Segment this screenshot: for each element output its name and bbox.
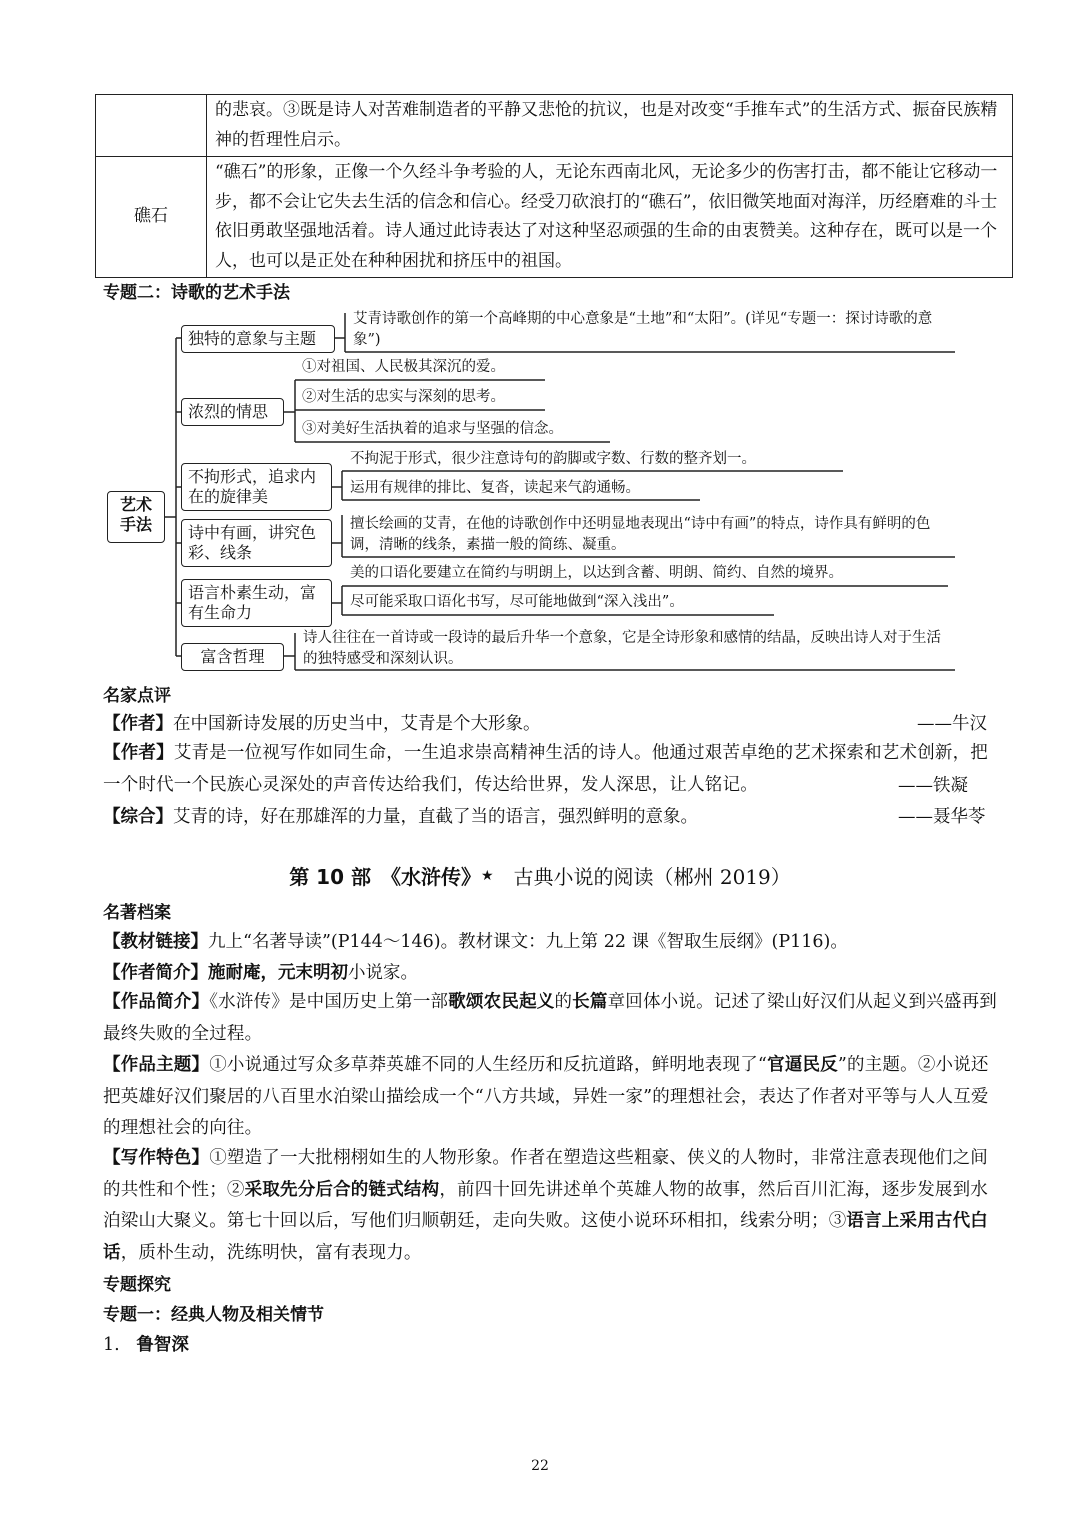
- textbook-link: [103, 928, 848, 953]
- list-label: 鲁智深: [136, 1335, 189, 1355]
- review-attribution: ——牛汉: [917, 714, 987, 734]
- free-form-item: 不拘泥于形式，很少注意诗句的韵脚或字数、行数的整齐划一。: [350, 451, 756, 467]
- field-bold: 施耐庵，元末明初: [208, 963, 348, 983]
- branch-painting-in-poetry: 诗中有画，讲究色彩、线条: [181, 519, 332, 567]
- topic1-title: 专题一：经典人物及相关情节: [103, 1305, 324, 1325]
- field-tag: 【作品主题】: [103, 1055, 210, 1075]
- review-attribution: ——铁凝: [898, 772, 968, 797]
- topic2-title: 专题二：诗歌的艺术手法: [103, 283, 290, 303]
- review-tag: 【作者】: [103, 743, 174, 763]
- page-number: 22: [531, 1458, 549, 1474]
- field-text: 小说家。: [348, 963, 418, 983]
- table-text-cell: “礁石”的形象，正像一个久经斗争考验的人，无论东西南北风，无论多少的伤害打击，都不能让它移动一步，都不会让它失去生活的信念和信心。经受刀砍浪打的“礁石”，依旧微笑地面对海洋，历经磨难的斗士依旧勇敢坚强地活着。诗人通过此诗表达了对这种坚忍顽强的生命的由衷赞美。这种存在，既可以是一个人，也可以是正处在种种困扰和挤压中的祖国。: [207, 157, 1013, 278]
- review-1: [103, 710, 541, 735]
- mindmap-root: 艺术 手法: [107, 491, 165, 543]
- branch-philosophy: 富含哲理: [181, 643, 284, 671]
- free-form-item: 运用有规律的排比、复沓，读起来气韵通畅。: [350, 480, 640, 496]
- field-text: ，前四十回先讲述单个英雄人物的故事，然后百川汇海，逐步发展到水泊梁山大聚义。第七十回以后，写他们归顺朝廷，走向失败。这使小说环环相扣，线索分明；③: [103, 1179, 989, 1231]
- review-2: [103, 738, 998, 801]
- field-text: ”的主题。②小说还把英雄好汉们聚居的八百里水泊梁山描绘成一个“八方共域，异姓一家”的理想社会，表达了作者对平等与人人互爱的理想社会的向往。: [103, 1055, 989, 1138]
- part-title-main: 第 10 部 《水浒传》: [289, 865, 481, 889]
- review-text: 艾青的诗，好在那雄浑的力量，直截了当的语言，强烈鲜明的意象。: [173, 807, 698, 827]
- field-text: 章回体小说。记述了梁山好汉们从起义到兴盛再到最终失败的全过程。: [103, 992, 997, 1044]
- emotion-item: ②对生活的忠实与深刻的思考。: [302, 389, 505, 405]
- review-text: 艾青是一位视写作如同生命，一生追求崇高精神生活的诗人。他通过艰苦卓绝的艺术探索和艺术创新，把一个时代一个民族心灵深处的声音传达给我们，传达给世界，发人深思，让人铭记。: [103, 743, 989, 795]
- field-text: 《水浒传》是中国历史上第一部: [209, 992, 449, 1012]
- list-number: 1.: [103, 1335, 120, 1355]
- field-tag: 【作者简介】: [103, 963, 208, 983]
- field-tag: 【作品简介】: [103, 992, 210, 1012]
- field-text: 九上“名著导读”(P144～146)。教材课文：九上第 22 课《智取生辰纲》(P116)。: [208, 932, 848, 952]
- branch-unique-imagery-text: 艾青诗歌创作的第一个高峰期的中心意象是“土地”和“太阳”。(详见“专题一：探讨诗歌的意象”): [353, 311, 933, 348]
- author-intro: [103, 959, 418, 984]
- work-intro: [103, 987, 1003, 1050]
- field-text: ①小说通过写众多草莽英雄不同的人生经历和反抗道路，鲜明地表现了“: [209, 1055, 768, 1075]
- language-item: 尽可能采取口语化书写，尽可能地做到“深入浅出”。: [350, 594, 684, 610]
- field-tag: 【教材链接】: [103, 932, 208, 952]
- part-title: [0, 861, 1080, 890]
- field-text: 的: [554, 992, 573, 1012]
- field-bold: 长篇: [572, 992, 608, 1012]
- philosophy-text: 诗人往往在一首诗或一段诗的最后升华一个意象，它是全诗形象和感情的结晶，反映出诗人对于生活的独特感受和深刻认识。: [303, 630, 941, 667]
- painting-text: 擅长绘画的艾青，在他的诗歌创作中还明显地表现出“诗中有画”的特点，诗作具有鲜明的色调，清晰的线条，素描一般的简练、凝重。: [350, 516, 931, 553]
- branch-unique-imagery: 独特的意象与主题: [181, 325, 335, 353]
- field-tag: 【写作特色】: [103, 1148, 210, 1168]
- review-text: 在中国新诗发展的历史当中，艾青是个大形象。: [173, 714, 541, 734]
- table-key-cell: 礁石: [96, 157, 207, 278]
- field-bold: 官逼民反: [767, 1055, 838, 1075]
- branch-free-form: 不拘形式，追求内在的旋律美: [181, 463, 332, 511]
- archive-title: 名著档案: [103, 903, 171, 923]
- list-item: [103, 1331, 189, 1356]
- star-icon: ★: [480, 868, 494, 884]
- language-item: 美的口语化要建立在简约与明朗上，以达到含蓄、明朗、简约、自然的境界。: [350, 565, 843, 581]
- review-attribution: ——聂华苓: [898, 807, 986, 827]
- writing-features: [103, 1143, 1003, 1269]
- field-text: ，质朴生动，洗练明快，富有表现力。: [120, 1242, 422, 1263]
- field-bold: 歌颂农民起义: [448, 992, 555, 1012]
- reviews-title: 名家点评: [103, 686, 171, 706]
- emotion-item: ③对美好生活执着的追求与坚强的信念。: [302, 421, 563, 437]
- field-bold: 采取先分后合的链式结构: [244, 1179, 440, 1200]
- review-tag: 【综合】: [103, 807, 173, 827]
- part-subtitle: 古典小说的阅读（郴州 2019）: [513, 865, 791, 889]
- work-theme: [103, 1050, 1003, 1145]
- emotion-item: ①对祖国、人民极其深沉的爱。: [302, 359, 505, 375]
- explore-title: 专题探究: [103, 1275, 171, 1295]
- review-tag: 【作者】: [103, 714, 173, 734]
- branch-plain-language: 语言朴素生动，富有生命力: [181, 579, 332, 627]
- field-text: ①塑造了一大批栩栩如生的人物形象。作者在塑造这些粗豪、侠义的人物时，非常注意表现他们之间的共性和个性；②: [103, 1148, 988, 1200]
- review-3: [103, 803, 698, 828]
- branch-intense-emotion: 浓烈的情思: [181, 398, 284, 426]
- table-text-cell: 的悲哀。③既是诗人对苦难制造者的平静又悲怆的抗议，也是对改变“手推车式”的生活方式、振奋民族精神的哲理性启示。: [207, 95, 1013, 157]
- field-bold: 语言上采用古代白话: [103, 1211, 989, 1263]
